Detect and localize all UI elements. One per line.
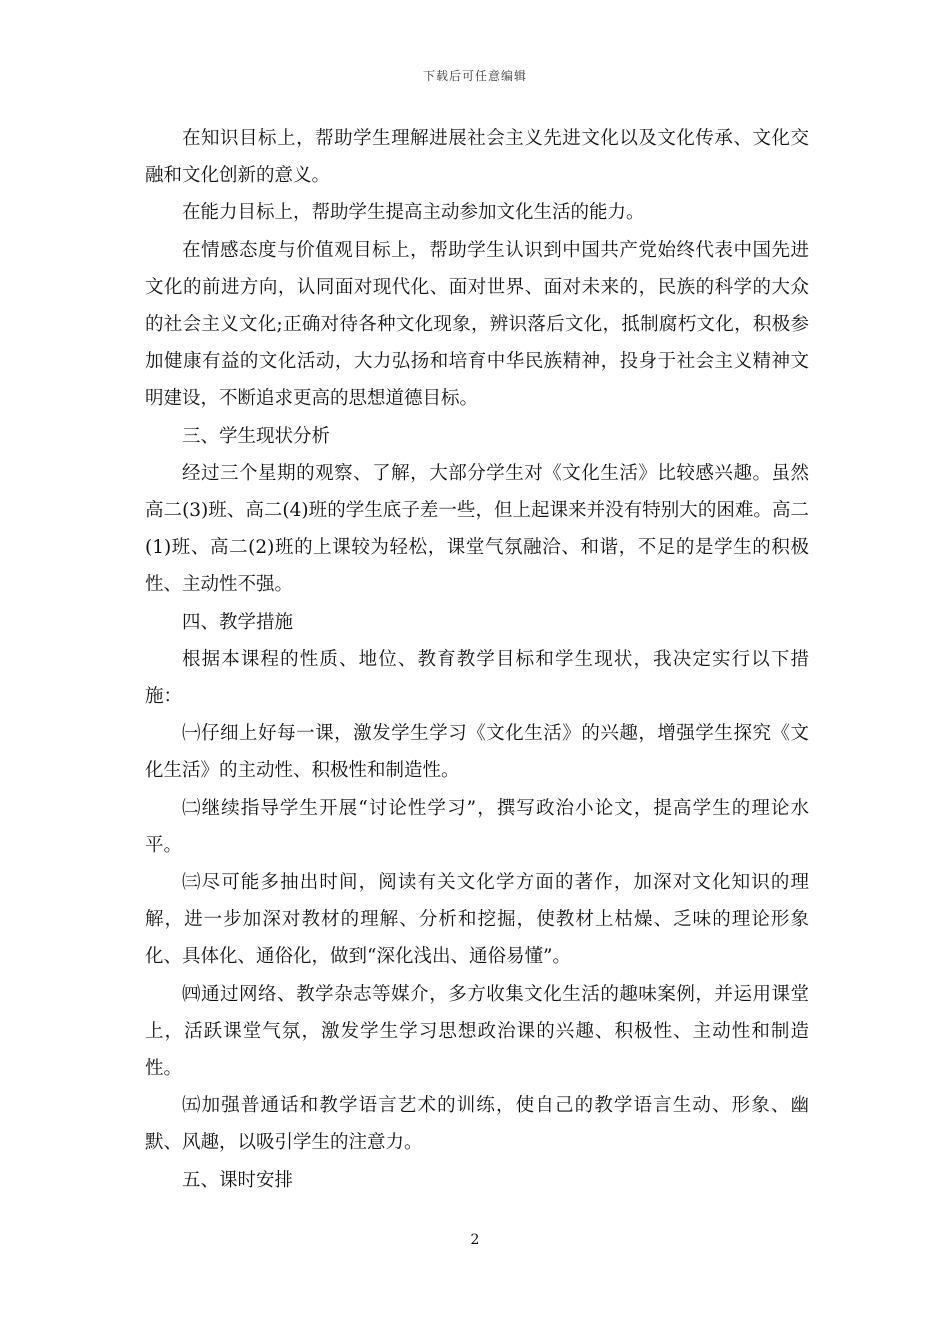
paragraph-knowledge-goal: 在知识目标上，帮助学生理解进展社会主义先进文化以及文化传承、文化交融和文化创新的意义。: [145, 128, 809, 187]
section-heading-teaching-measures: 四、教学措施: [182, 611, 294, 633]
paragraph-student-analysis: 经过三个星期的观察、了解，大部分学生对《文化生活》比较感兴趣。虽然高二(3)班、高二(4)班的学生底子差一些，但上起课来并没有特别大的困难。高二(1)班、高二(2)班的上课较为轻松，课堂气氛融洽、和谐，不足的是学生的积极性、主动性不强。: [145, 462, 809, 596]
paragraph-measure-2: ㈡继续指导学生开展“讨论性学习”，撰写政治小论文，提高学生的理论水平。: [145, 797, 809, 856]
paragraph-ability-goal: 在能力目标上，帮助学生提高主动参加文化生活的能力。: [182, 202, 645, 224]
paragraph-measure-1: ㈠仔细上好每一课，激发学生学习《文化生活》的兴趣，增强学生探究《文化生活》的主动性、积极性和制造性。: [145, 723, 809, 782]
page-header: 下载后可任意编辑: [422, 69, 527, 83]
paragraph-measure-4: ㈣通过网络、教学杂志等媒介，多方收集文化生活的趣味案例，并运用课堂上，活跃课堂气氛，激发学生学习思想政治课的兴趣、积极性、主动性和制造性。: [145, 983, 809, 1080]
paragraph-measures-intro: 根据本课程的性质、地位、教育教学目标和学生现状，我决定实行以下措施：: [145, 648, 809, 708]
paragraph-emotion-goal: 在情感态度与价值观目标上，帮助学生认识到中国共产党始终代表中国先进文化的前进方向，认同面对现代化、面对世界、面对未来的，民族的科学的大众的社会主义文化;正确对待各种文化现象，辨识落后文化，抵制腐朽文化，积极参加健康有益的文化活动，大力弘扬和培育中华民族精神，投身于社会主义精神文明建设，不断追求更高的思想道德目标。: [145, 239, 809, 410]
paragraph-measure-3: ㈢尽可能多抽出时间，阅读有关文化学方面的著作，加深对文化知识的理解，进一步加深对教材的理解、分析和挖掘，使教材上枯燥、乏味的理论形象化、具体化、通俗化，做到“深化浅出、通俗易懂”。: [145, 872, 809, 968]
section-heading-student-analysis: 三、学生现状分析: [182, 425, 331, 447]
paragraph-measure-5: ㈤加强普通话和教学语言艺术的训练，使自己的教学语言生动、形象、幽默、风趣，以吸引学生的注意力。: [145, 1095, 809, 1154]
document-body: [145, 120, 809, 1199]
section-heading-schedule: 五、课时安排: [182, 1169, 294, 1191]
page-number: 2: [470, 1232, 480, 1248]
